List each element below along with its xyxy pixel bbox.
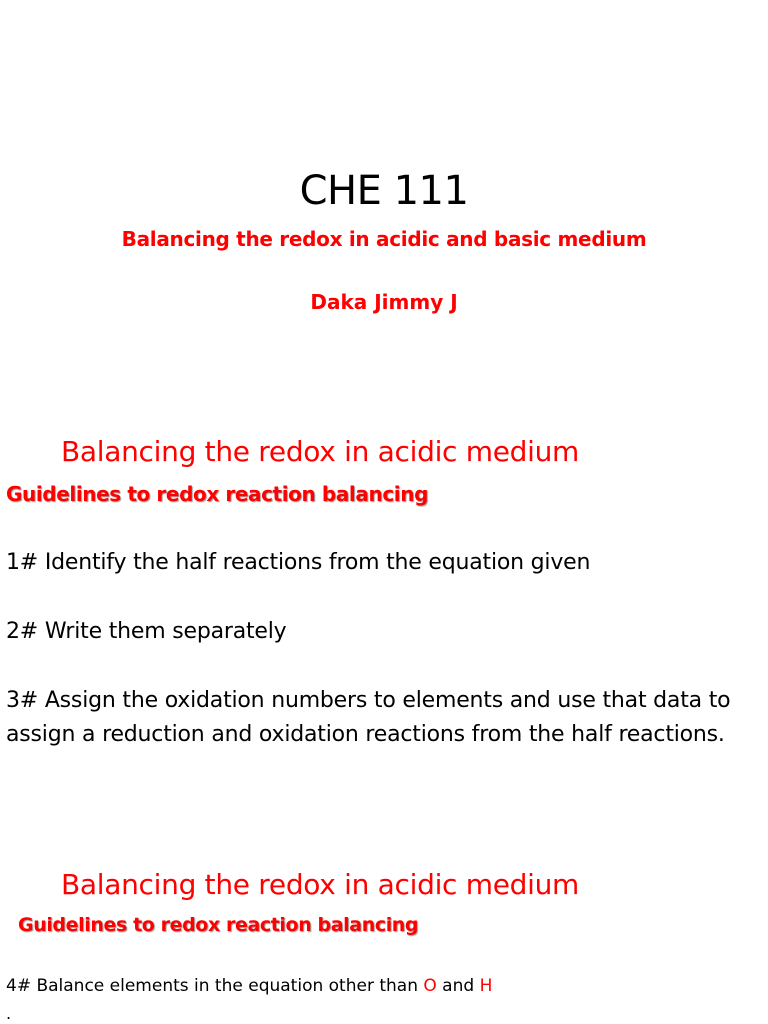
author-name: Daka Jimmy J — [310, 290, 458, 314]
step-4 — [6, 974, 492, 998]
step-3: 3# Assign the oxidation numbers to elements and use that data to assign a reduction and oxidation reactions from the half reactions. — [6, 688, 731, 747]
trailing-mark: . — [6, 1004, 12, 1023]
step-1: 1# Identify the half reactions from the equation given — [6, 550, 591, 575]
guidelines-heading: Guidelines to redox reaction balancing — [6, 482, 428, 506]
oxygen-symbol: O — [423, 976, 437, 996]
presentation-subtitle: Balancing the redox in acidic and basic medium — [121, 227, 647, 251]
step-2: 2# Write them separately — [6, 619, 287, 644]
section-heading-acidic-2: Balancing the redox in acidic medium — [61, 868, 580, 901]
course-title: CHE 111 — [299, 168, 469, 214]
section-heading-acidic: Balancing the redox in acidic medium — [61, 435, 580, 468]
step-4-and: and — [442, 976, 475, 996]
guidelines-heading-2: Guidelines to redox reaction balancing — [18, 914, 419, 936]
hydrogen-symbol: H — [479, 976, 493, 996]
step-4-text: 4# Balance elements in the equation other than — [6, 976, 418, 996]
